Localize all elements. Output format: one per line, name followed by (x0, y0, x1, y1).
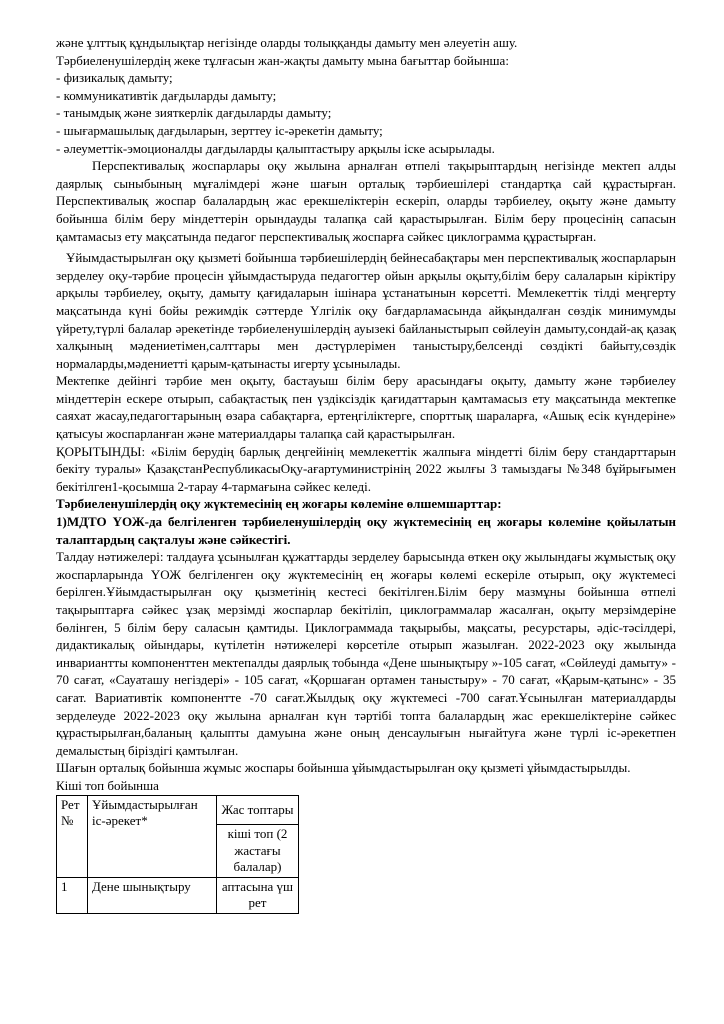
label-junior-group: Кіші топ бойынша (56, 777, 159, 793)
activity-table (56, 795, 299, 914)
text-line: Тәрбиеленушілердің жеке тұлғасын жан-жақты дамыту мына бағыттар бойынша: (56, 52, 509, 68)
heading-criteria: Тәрбиеленушілердің оқу жүктемесінің ең жоғары көлеміне өлшемшарттар: (56, 496, 502, 512)
document-page (56, 34, 676, 914)
paragraph-organized-activity: Ұйымдастырылған оқу қызметі бойынша тәрбиешілердің бейнесабақтары мен перспективалық жоспарларын зерделеу оқу-тәрбие процесін ұйымдастыруда педагогтер ойын арқылы оқыту,білім беру салаларын кіріктіру арқылы тәрбиелеу, оқыту, дамыту қағидаларын ішінара ұстанатынын көрсетті. Мемлекеттік тілді меңгерту мақсатында күні бойы режимдік сәттерде Үлгілік оқу бағдарламасында айқындалған сөздік минимумды үйрету,түрлі балалар әрекетінде тәрбиеленушілердің ауызекі байланыстырып сөйлеуін дамыту,сондай-ақ қазақ халқының мәдениетімен,салттары мен дәстүрлерімен таныстыру,белсенді сөздікті байыту,сөздік нормаларды,мәдениетті қарым-қатынасты игерту ұсынылады. (56, 250, 676, 371)
header-junior-group: кіші топ (2 жастағы балалар) (217, 825, 299, 878)
cell-number: 1 (57, 877, 88, 913)
paragraph-conclusion: ҚОРЫТЫНДЫ: «Білім берудің барлық деңгейінің мемлекеттік жалпыға міндетті білім беру стандарттарын бекіту туралы» ҚазақстанРеспубликасыОқу-ағартуминистрінің 2022 жылғы 3 тамыздағы №348 бұйрығымен бекітілген1-қосымша 2-тарау 4-тармағына сәйкес келеді. (56, 443, 676, 494)
text-line: және ұлттық құндылықтар негізінде оларды толыққанды дамыту мен әлеуетін ашу. (56, 35, 518, 50)
list-item: - коммуникативтік дағдыларды дамыту; (56, 87, 277, 103)
paragraph-plan: Шағын орталық бойынша жұмыс жоспары бойынша ұйымдастырылған оқу қызметі ұйымдастырылды. (56, 760, 631, 776)
list-item: - танымдық және зияткерлік дағдыларды дамыту; (56, 105, 332, 121)
heading-criteria-1: 1)МДТО ҮОЖ-да белгіленген тәрбиеленушілердің оқу жүктемесінің ең жоғары көлеміне қойылатын талаптардың сақталуы және сәйкестігі. (56, 514, 676, 547)
cell-activity: Дене шынықтыру (88, 877, 217, 913)
header-activity: Ұйымдастырылған іс-әрекет* (88, 795, 217, 877)
paragraph-preschool: Мектепке дейінгі тәрбие мен оқыту, бастауыш білім беру арасындағы оқыту, дамыту және тәрбиелеу міндеттерін ескере отырып, сабақтастық пен үздіксіздік қағидаттарын қамтамасыз ету мақсатында мектепке саяхат жасау,педагогтарының өзара сабақтарға, ертеңгіліктерге, спорттық шараларға, «Ашық есік күндеріне» қатысуы жоспарланған және материалдары талапқа сай қарастырылған. (56, 373, 676, 442)
list-item: - физикалық дамыту; (56, 70, 173, 86)
cell-frequency: аптасына үш рет (217, 877, 299, 913)
paragraph-analysis: Талдау нәтижелері: талдауға ұсынылған құжаттарды зерделеу барысында өткен оқу жылындағы жұмыстық оқу жоспарларында ҮОЖ белгіленген оқу жүктемесінің ең жоғары көлемі ескеріле отырып, оқу жүктемесі берілген.Ұйымдастырылған оқу қызметінің кестесі бекітілген.Білім беру мазмұны бойынша өтпелі тақырыптарға сәйкес ұзақ мерзімді жоспарлар бекітіліп, циклограммалар жасалған, оқыту мерзімдеріне бөлінген, 5 білім беру саласын қамтиды. Циклограммада тақырыбы, мақсаты, ресурстары, әдіс-тәсілдері, дидактикалық ойындары, күтілетін нәтижелері көрсетіле отырып жазылған. 2022-2023 оқу жылында инвариантты компоненттен мектепалды даярлық тобында «Дене шынықтыру »-105 сағат, «Сөйлеуді дамыту» - 70 сағат, «Сауаташу негіздері» - 105 сағат, «Қоршаған ортамен таныстыру» - 70 сағат, «Қарым-қатынс» - 35 сағат. Вариативтік компонентте -70 сағат.Жылдық оқу жүктемесі -700 сағат.Ұсынылған материалдарды зерделеуде 2022-2023 оқу жылына арналған күн тәртібі топта балалардың жас ерекшеліктеріне сәйкес құрастырылған,баланың қалыпты дамуына және оның денсаулығын нығайтуға және түрлі іс-әрекетпен демалыстың біріздігі қамтылған. (56, 549, 676, 758)
header-number: Рет № (57, 795, 88, 877)
list-item: - әлеуметтік-эмоционалды дағдыларды қалыптастыру арқылы іске асырылады. (56, 140, 495, 156)
header-age-groups: Жас топтары (217, 795, 299, 825)
paragraph-perspective: Перспективалық жоспарлары оқу жылына арналған өтпелі тақырыптардың негізінде мектеп алды даярлық сыныбының мұғалімдері және шағын орталық тәрбиешілері стандартқа сай құрастырған. Перспективалық жоспар балалардың жас ерекшеліктерін ескеріп, оларды тәрбиелеу, оқыту және дамыту бойынша білім беру міндеттерін орындауды талапқа сай қарастырылған. Білім беру процесінің сапасын қамтамасыз ету мақсатында педагог перспективалық жоспарға сәйкес циклограмма құрастырған. (56, 158, 676, 244)
list-item: - шығармашылық дағдыларын, зерттеу іс-әрекетін дамыту; (56, 122, 383, 138)
table-row (57, 877, 299, 913)
